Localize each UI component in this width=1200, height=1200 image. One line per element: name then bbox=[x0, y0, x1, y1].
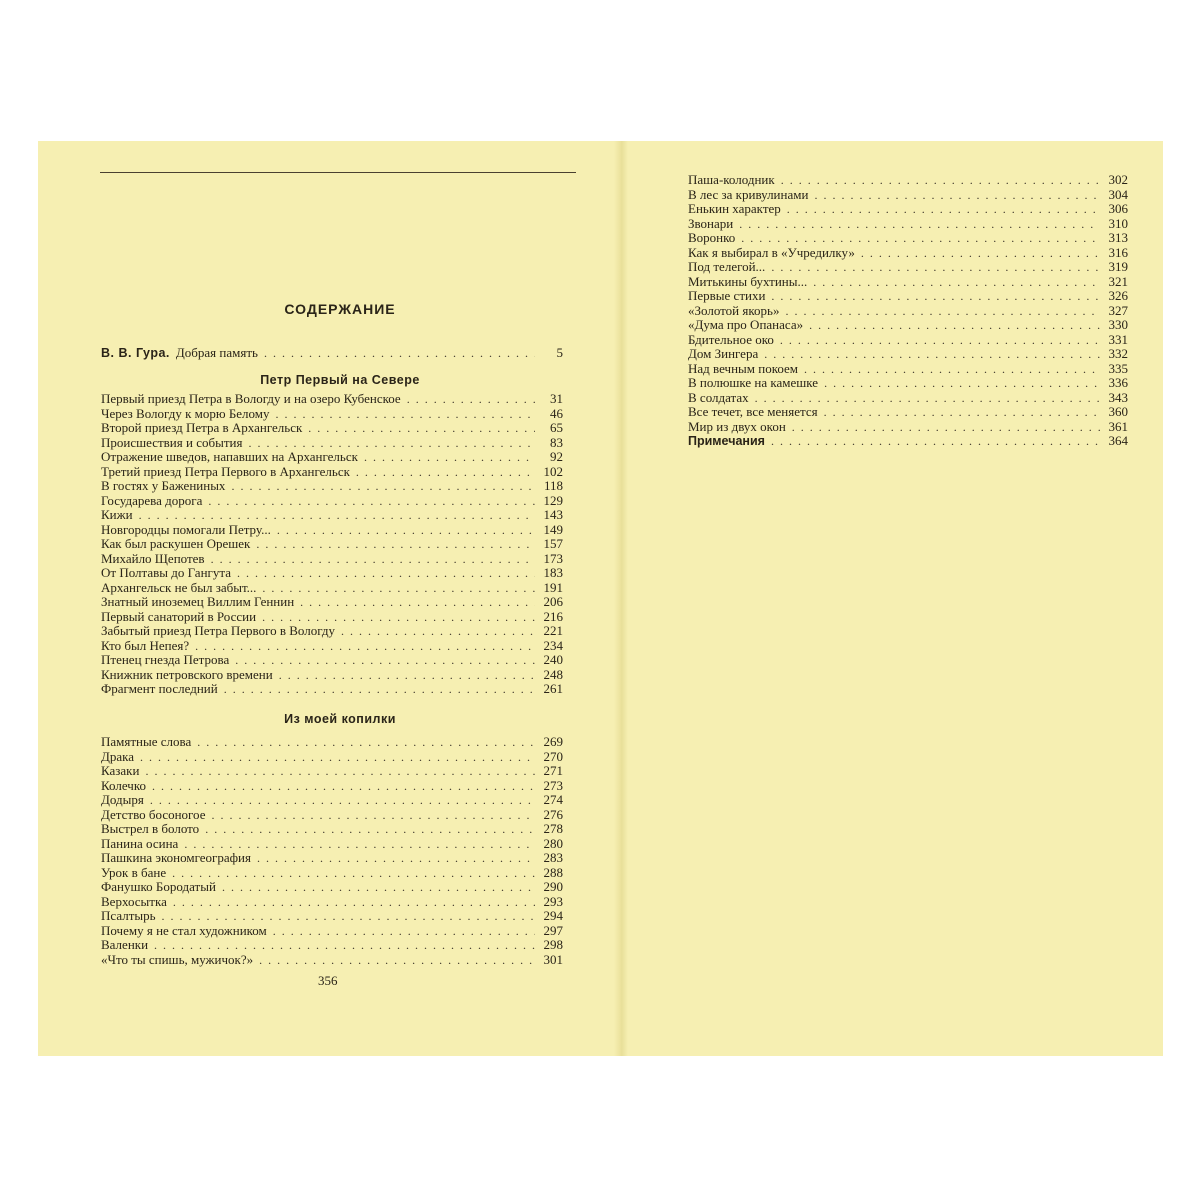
toc-list-right bbox=[688, 173, 1128, 449]
toc-entry bbox=[101, 808, 563, 823]
toc-entry-title: Фрагмент последний bbox=[101, 681, 218, 696]
dot-leader bbox=[803, 318, 1100, 333]
toc-entry-page: 332 bbox=[1108, 346, 1128, 361]
toc-entry-page: 248 bbox=[543, 666, 563, 682]
toc-entry-page: 221 bbox=[543, 623, 563, 638]
dot-leader bbox=[358, 450, 535, 465]
toc-entry-title: Драка bbox=[101, 748, 135, 764]
dot-leader bbox=[798, 362, 1100, 377]
toc-entry bbox=[101, 494, 563, 509]
toc-entry-title: Государева дорога bbox=[101, 492, 203, 508]
toc-entry bbox=[101, 822, 563, 837]
toc-entry bbox=[101, 866, 563, 881]
dot-leader bbox=[256, 581, 535, 596]
toc-entry bbox=[688, 405, 1128, 420]
toc-entry bbox=[101, 837, 563, 852]
dot-leader bbox=[807, 275, 1100, 290]
toc-entry-page: 319 bbox=[1108, 259, 1128, 274]
toc-entry-title: Архангельск не был забыт... bbox=[101, 579, 257, 595]
toc-entry-title: Знатный иноземец Виллим Геннин bbox=[101, 594, 295, 609]
dot-leader bbox=[225, 479, 535, 494]
dot-leader bbox=[156, 909, 535, 924]
toc-entry-page: 276 bbox=[543, 806, 563, 822]
toc-entry bbox=[101, 909, 563, 924]
toc-entry-page: 280 bbox=[543, 835, 563, 851]
toc-entry-page: 330 bbox=[1108, 317, 1128, 332]
toc-entry bbox=[688, 217, 1128, 232]
dot-leader bbox=[294, 595, 535, 610]
toc-entry-title: Добрая память bbox=[175, 345, 258, 360]
toc-entry-title: Панина осина bbox=[101, 835, 179, 851]
dot-leader bbox=[134, 750, 535, 765]
toc-entry bbox=[101, 610, 563, 625]
toc-entry-title: Забытый приезд Петра Первого в Вологду bbox=[101, 623, 336, 638]
toc-entry-title: Митькины бухтины... bbox=[688, 273, 808, 289]
section-heading-kopilka: Из моей копилки bbox=[284, 712, 396, 726]
toc-entry bbox=[101, 407, 563, 422]
toc-entry-page: 269 bbox=[543, 734, 563, 749]
dot-leader bbox=[216, 880, 535, 895]
toc-entry-page: 293 bbox=[543, 893, 563, 909]
toc-entry bbox=[688, 246, 1128, 261]
toc-entry-page: 216 bbox=[543, 608, 563, 624]
toc-entry-title: Третий приезд Петра Первого в Архангельск bbox=[101, 463, 350, 479]
toc-entry-page: 304 bbox=[1108, 186, 1128, 202]
toc-entry-title: Птенец гнезда Петрова bbox=[101, 652, 230, 667]
toc-entry bbox=[101, 764, 563, 779]
dot-leader bbox=[250, 537, 535, 552]
dot-leader bbox=[189, 639, 535, 654]
toc-entry-page: 273 bbox=[543, 777, 563, 793]
toc-list-peter bbox=[101, 392, 563, 697]
dot-leader bbox=[251, 851, 535, 866]
toc-entry bbox=[101, 953, 563, 968]
toc-entry-page: 270 bbox=[543, 748, 563, 764]
toc-entry-page: 102 bbox=[543, 463, 563, 479]
toc-entry bbox=[101, 581, 563, 596]
toc-entry-title: Книжник петровского времени bbox=[101, 666, 273, 682]
contents-title: СОДЕРЖАНИЕ bbox=[284, 301, 396, 317]
toc-entry-title: Урок в бане bbox=[101, 864, 167, 880]
toc-entry-page: 335 bbox=[1108, 360, 1128, 376]
toc-entry-title: Через Вологду к морю Белому bbox=[101, 405, 270, 421]
dot-leader bbox=[775, 173, 1100, 188]
dot-leader bbox=[231, 566, 535, 581]
toc-entry bbox=[688, 376, 1128, 391]
dot-leader bbox=[166, 866, 535, 881]
dot-leader bbox=[786, 420, 1100, 435]
toc-entry-page: 297 bbox=[543, 922, 563, 938]
dot-leader bbox=[401, 392, 535, 407]
toc-entry-title: Как был раскушен Орешек bbox=[101, 536, 251, 551]
toc-entry bbox=[101, 735, 563, 750]
toc-entry-author: В. В. Гура. bbox=[101, 346, 170, 360]
dot-leader bbox=[178, 837, 535, 852]
dot-leader bbox=[855, 246, 1100, 261]
dot-leader bbox=[765, 289, 1100, 304]
toc-entry-title: Фанушко Бородатый bbox=[101, 879, 216, 894]
toc-entry bbox=[101, 537, 563, 552]
dot-leader bbox=[146, 779, 535, 794]
book-spread bbox=[38, 141, 1163, 1056]
toc-entry-page: 298 bbox=[543, 937, 563, 952]
toc-entry-title: В солдатах bbox=[688, 389, 749, 405]
toc-entry bbox=[101, 851, 563, 866]
toc-entry bbox=[688, 391, 1128, 406]
toc-entry-title: Над вечным покоем bbox=[688, 360, 799, 376]
book-gutter bbox=[614, 141, 628, 1056]
toc-entry-page: 364 bbox=[1108, 433, 1128, 448]
toc-entry-page: 5 bbox=[556, 345, 563, 360]
toc-entry-title: Примечания bbox=[688, 434, 765, 448]
toc-entry-page: 129 bbox=[543, 492, 563, 508]
toc-entry bbox=[101, 523, 563, 538]
toc-entry-page: 65 bbox=[550, 420, 563, 435]
toc-entry bbox=[101, 653, 563, 668]
toc-entry-title: «Дума про Опанаса» bbox=[688, 317, 804, 332]
toc-entry-title: «Золотой якорь» bbox=[688, 302, 780, 318]
toc-entry-title: Бдительное око bbox=[688, 331, 774, 347]
toc-entry bbox=[688, 173, 1128, 188]
toc-entry-title: Мир из двух окон bbox=[688, 418, 786, 434]
toc-entry-title: Псалтырь bbox=[101, 908, 156, 923]
dot-leader bbox=[206, 808, 536, 823]
toc-entry-title: Первый приезд Петра в Вологду и на озеро Кубенское bbox=[101, 391, 401, 406]
toc-entry bbox=[101, 479, 563, 494]
toc-entry-title: Под телегой... bbox=[688, 259, 766, 274]
toc-entry-page: 313 bbox=[1108, 230, 1128, 245]
toc-entry bbox=[101, 392, 563, 407]
dot-leader bbox=[202, 494, 535, 509]
intro-list bbox=[101, 346, 563, 361]
toc-entry-page: 310 bbox=[1108, 215, 1128, 231]
dot-leader bbox=[749, 391, 1100, 406]
toc-entry bbox=[101, 895, 563, 910]
toc-entry bbox=[688, 289, 1128, 304]
toc-entry bbox=[688, 304, 1128, 319]
toc-entry bbox=[101, 750, 563, 765]
toc-entry bbox=[101, 779, 563, 794]
toc-entry-page: 327 bbox=[1108, 302, 1128, 318]
toc-entry bbox=[101, 436, 563, 451]
toc-entry-page: 92 bbox=[550, 449, 563, 464]
toc-entry-page: 278 bbox=[543, 821, 563, 836]
toc-entry bbox=[688, 275, 1128, 290]
dot-leader bbox=[273, 668, 535, 683]
dot-leader bbox=[302, 421, 535, 436]
toc-entry-page: 183 bbox=[543, 565, 563, 580]
toc-entry bbox=[101, 924, 563, 939]
dot-leader bbox=[258, 346, 535, 361]
toc-entry-page: 118 bbox=[543, 478, 563, 493]
toc-entry bbox=[101, 624, 563, 639]
top-rule bbox=[100, 172, 576, 173]
toc-entry-title: Звонари bbox=[688, 215, 734, 231]
toc-entry-title: Памятные слова bbox=[101, 734, 192, 749]
left-page bbox=[38, 141, 616, 1056]
dot-leader bbox=[350, 465, 535, 480]
toc-entry-title: Новгородцы помогали Петру... bbox=[101, 521, 271, 537]
dot-leader bbox=[144, 793, 535, 808]
dot-leader bbox=[267, 924, 535, 939]
toc-entry bbox=[688, 231, 1128, 246]
dot-leader bbox=[818, 376, 1100, 391]
toc-entry bbox=[101, 880, 563, 895]
toc-entry-page: 83 bbox=[550, 434, 563, 450]
dot-leader bbox=[808, 188, 1100, 203]
toc-entry-title: Отражение шведов, напавших на Архангельск bbox=[101, 449, 358, 464]
toc-entry-page: 143 bbox=[543, 507, 563, 522]
dot-leader bbox=[818, 405, 1100, 420]
toc-entry-page: 261 bbox=[543, 681, 563, 696]
dot-leader bbox=[733, 217, 1100, 232]
toc-entry-title: Второй приезд Петра в Архангельск bbox=[101, 420, 303, 435]
toc-entry-title: Все течет, все меняется bbox=[688, 404, 818, 419]
toc-entry-title: Детство босоногое bbox=[101, 806, 206, 822]
toc-entry bbox=[688, 347, 1128, 362]
toc-entry bbox=[101, 938, 563, 953]
toc-entry-page: 316 bbox=[1108, 244, 1128, 260]
toc-entry-page: 149 bbox=[543, 521, 563, 537]
toc-entry-page: 321 bbox=[1108, 273, 1128, 289]
toc-entry-page: 271 bbox=[543, 763, 563, 778]
toc-entry bbox=[101, 450, 563, 465]
dot-leader bbox=[758, 347, 1100, 362]
dot-leader bbox=[271, 523, 535, 538]
dot-leader bbox=[774, 333, 1100, 348]
toc-entry-title: Колечко bbox=[101, 777, 146, 793]
toc-entry bbox=[688, 202, 1128, 217]
toc-entry bbox=[101, 566, 563, 581]
toc-entry-title: В полюшке на камешке bbox=[688, 375, 819, 390]
toc-entry-title: «Что ты спишь, мужичок?» bbox=[101, 951, 254, 967]
toc-entry bbox=[101, 552, 563, 567]
toc-entry-title: В гостях у Бажениных bbox=[101, 478, 226, 493]
dot-leader bbox=[139, 764, 535, 779]
toc-entry-title: Верхосытка bbox=[101, 893, 167, 909]
toc-entry bbox=[688, 318, 1128, 333]
toc-entry-page: 331 bbox=[1108, 331, 1128, 347]
toc-entry-page: 290 bbox=[543, 879, 563, 894]
right-page bbox=[627, 141, 1163, 1056]
dot-leader bbox=[781, 202, 1100, 217]
dot-leader bbox=[229, 653, 535, 668]
toc-entry-title: Паша-колодник bbox=[688, 172, 775, 187]
toc-entry-title: Почему я не стал художником bbox=[101, 922, 267, 938]
toc-entry-page: 360 bbox=[1108, 404, 1128, 419]
section-heading-peter: Петр Первый на Севере bbox=[260, 373, 420, 387]
toc-entry bbox=[101, 793, 563, 808]
toc-entry-title: Кто был Непея? bbox=[101, 637, 190, 653]
dot-leader bbox=[242, 436, 535, 451]
toc-entry-page: 31 bbox=[550, 391, 563, 406]
toc-entry-title: От Полтавы до Гангута bbox=[101, 565, 231, 580]
toc-entry-title: Валенки bbox=[101, 937, 149, 952]
toc-entry-page: 234 bbox=[543, 637, 563, 653]
toc-entry-page: 302 bbox=[1108, 172, 1128, 187]
toc-entry bbox=[688, 362, 1128, 377]
toc-entry-page: 283 bbox=[543, 850, 563, 865]
toc-entry bbox=[101, 421, 563, 436]
page-number: 356 bbox=[318, 973, 338, 988]
toc-entry-title: Дом Зингера bbox=[688, 346, 759, 361]
dot-leader bbox=[335, 624, 535, 639]
toc-entry bbox=[101, 465, 563, 480]
toc-entry-title: Как я выбирал в «Учредилку» bbox=[688, 244, 855, 260]
toc-entry-page: 240 bbox=[543, 652, 563, 667]
toc-entry-notes bbox=[688, 434, 1128, 449]
dot-leader bbox=[199, 822, 535, 837]
toc-entry-page: 336 bbox=[1108, 375, 1128, 390]
dot-leader bbox=[779, 304, 1100, 319]
dot-leader bbox=[765, 260, 1100, 275]
dot-leader bbox=[270, 407, 535, 422]
toc-entry-page: 288 bbox=[543, 864, 563, 880]
dot-leader bbox=[253, 953, 535, 968]
toc-entry-title: Первый санаторий в России bbox=[101, 608, 257, 624]
toc-entry-title: Енькин характер bbox=[688, 201, 781, 216]
dot-leader bbox=[167, 895, 535, 910]
toc-entry-page: 274 bbox=[543, 792, 563, 807]
toc-entry-page: 206 bbox=[543, 594, 563, 609]
toc-entry-page: 294 bbox=[543, 908, 563, 923]
toc-entry-intro bbox=[101, 346, 563, 361]
toc-entry-title: Пашкина экономгеография bbox=[101, 850, 251, 865]
dot-leader bbox=[191, 735, 535, 750]
dot-leader bbox=[735, 231, 1100, 246]
toc-entry-title: Выстрел в болото bbox=[101, 821, 200, 836]
toc-entry-title: В лес за кривулинами bbox=[688, 186, 809, 202]
toc-entry bbox=[688, 333, 1128, 348]
toc-entry bbox=[101, 595, 563, 610]
toc-entry bbox=[101, 639, 563, 654]
toc-entry bbox=[101, 508, 563, 523]
toc-entry-title: Кижи bbox=[101, 507, 133, 522]
dot-leader bbox=[765, 434, 1100, 449]
toc-entry-page: 157 bbox=[543, 536, 563, 551]
toc-entry-page: 306 bbox=[1108, 201, 1128, 216]
dot-leader bbox=[148, 938, 535, 953]
toc-entry bbox=[101, 682, 563, 697]
toc-entry bbox=[688, 420, 1128, 435]
toc-entry-page: 361 bbox=[1108, 418, 1128, 434]
toc-entry-page: 343 bbox=[1108, 389, 1128, 405]
toc-entry-page: 173 bbox=[543, 550, 563, 566]
toc-entry-title: Воронко bbox=[688, 230, 736, 245]
toc-entry bbox=[688, 260, 1128, 275]
toc-list-kopilka bbox=[101, 735, 563, 967]
toc-entry-title: Казаки bbox=[101, 763, 140, 778]
toc-entry bbox=[101, 668, 563, 683]
toc-entry-page: 326 bbox=[1108, 288, 1128, 303]
toc-entry-page: 191 bbox=[543, 579, 563, 595]
toc-entry-title: Михайло Щепотев bbox=[101, 550, 205, 566]
toc-entry-title: Первые стихи bbox=[688, 288, 766, 303]
toc-entry-title: Додыря bbox=[101, 792, 144, 807]
dot-leader bbox=[205, 552, 535, 567]
toc-entry bbox=[688, 188, 1128, 203]
dot-leader bbox=[218, 682, 535, 697]
toc-entry-title: Происшествия и события bbox=[101, 434, 243, 450]
dot-leader bbox=[256, 610, 535, 625]
dot-leader bbox=[133, 508, 535, 523]
toc-entry-page: 46 bbox=[550, 405, 563, 421]
toc-entry-page: 301 bbox=[543, 951, 563, 967]
